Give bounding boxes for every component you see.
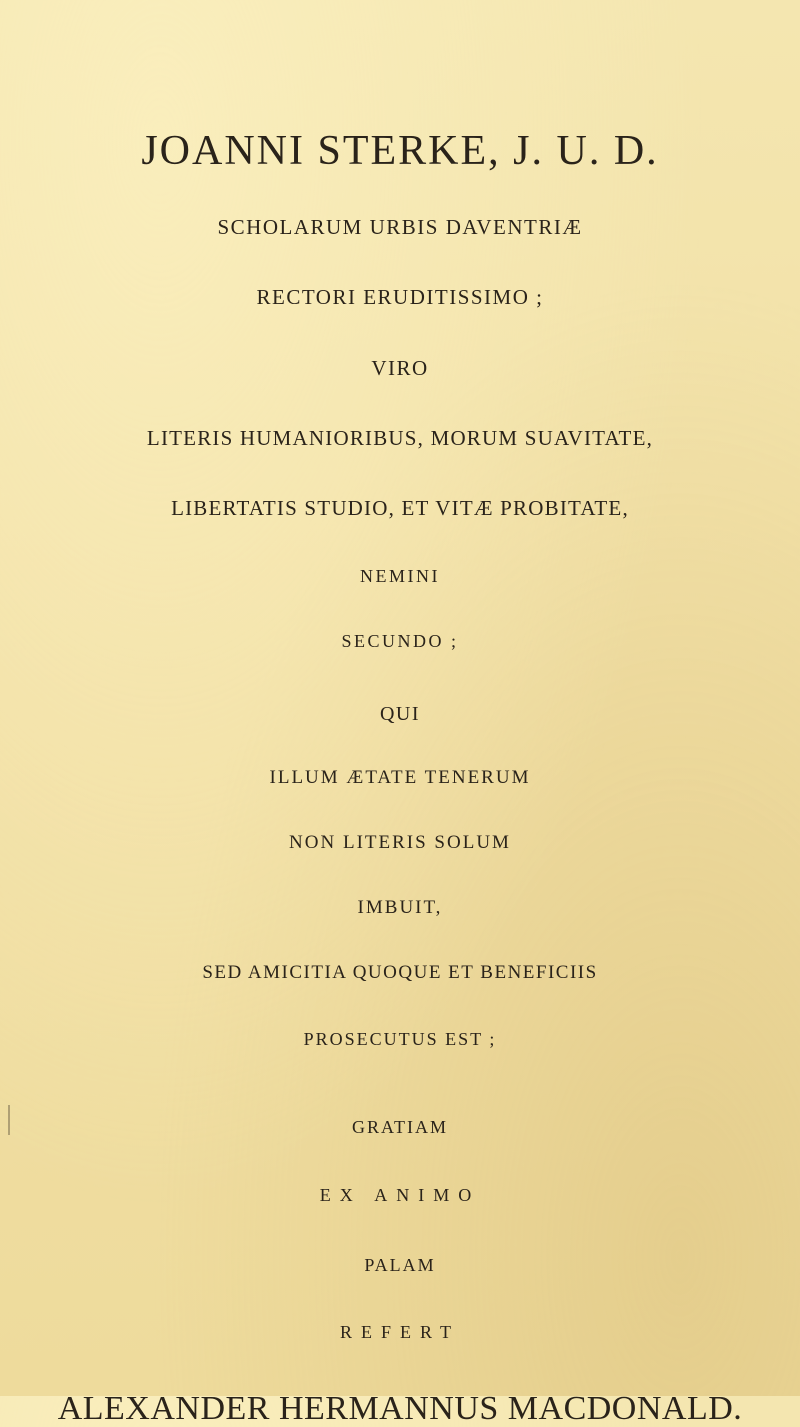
line-prosecutus: PROSECUTUS EST ;: [303, 1029, 497, 1049]
line-literis: LITERIS HUMANIORIBUS, MORUM SUAVITATE,: [146, 426, 654, 450]
line-imbuit: IMBUIT,: [357, 897, 443, 918]
line-nemini: NEMINI: [360, 566, 440, 586]
line-illum: ILLUM ÆTATE TENERUM: [269, 767, 531, 788]
line-ex-animo: EX ANIMO: [319, 1185, 481, 1205]
author-signature-line: ALEXANDER HERMANNUS MACDONALD.: [57, 1390, 743, 1427]
line-libertatis: LIBERTATIS STUDIO, ET VITÆ PROBITATE,: [171, 496, 629, 520]
line-gratiam: GRATIAM: [351, 1117, 448, 1137]
dedication-title: JOANNI STERKE, J. U. D.: [141, 128, 659, 174]
line-scholarum: SCHOLARUM URBIS DAVENTRIÆ: [217, 215, 583, 239]
line-rectori: RECTORI ERUDITISSIMO ;: [256, 285, 544, 309]
line-qui: QUI: [379, 703, 421, 725]
line-viro: VIRO: [371, 356, 429, 380]
line-refert: REFERT: [340, 1322, 460, 1342]
margin-mark: [8, 1105, 10, 1135]
line-secundo: SECUNDO ;: [341, 631, 459, 651]
line-palam: PALAM: [364, 1255, 436, 1275]
line-sed-amicitia: SED AMICITIA QUOQUE ET BENEFICIIS: [202, 962, 598, 983]
line-non-literis: NON LITERIS SOLUM: [289, 832, 511, 853]
